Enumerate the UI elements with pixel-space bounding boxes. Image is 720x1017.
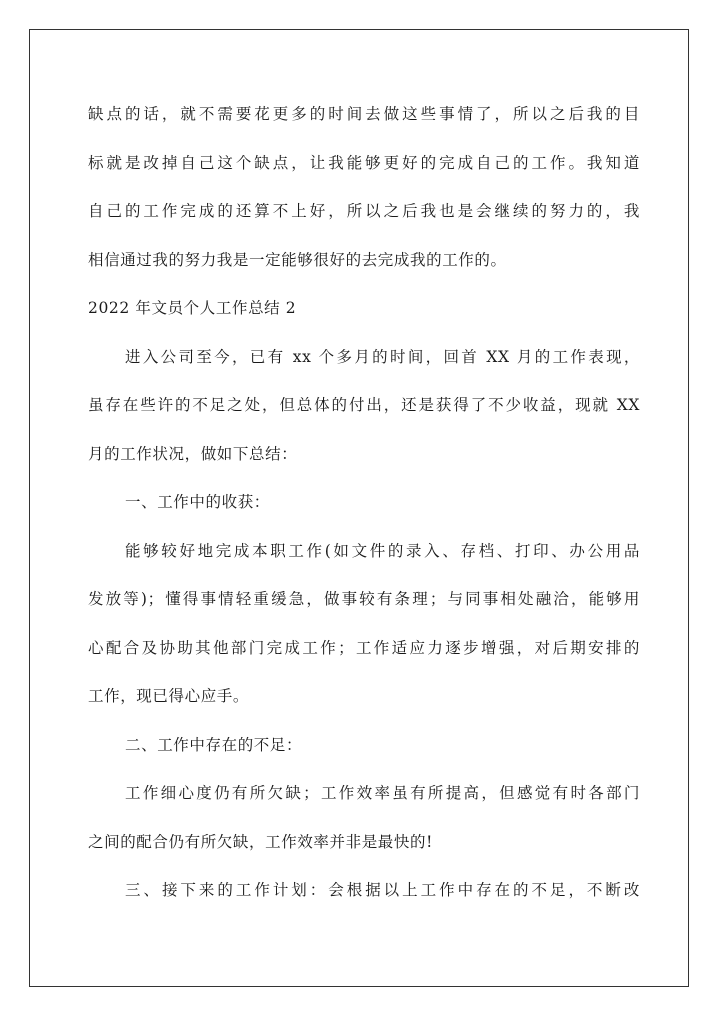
paragraph-line: 工作细心度仍有所欠缺；工作效率虽有所提高，但感觉有时各部门 (125, 784, 640, 802)
subsection-heading: 一、工作中的收获： (125, 493, 270, 511)
subsection-heading: 二、工作中存在的不足： (125, 735, 303, 754)
paragraph-line: 虽存在些许的不足之处，但总体的付出，还是获得了不少收益，现就 XX (88, 396, 640, 414)
section-heading: 2022 年文员个人工作总结 2 (88, 299, 297, 317)
paragraph-line: 自己的工作完成的还算不上好，所以之后我也是会继续的努力的，我 (88, 202, 640, 220)
paragraph-line: 心配合及协助其他部门完成工作；工作适应力逐步增强，对后期安排的 (88, 638, 640, 657)
paragraph-line: 发放等)；懂得事情轻重缓急，做事较有条理；与同事相处融洽，能够用 (88, 590, 640, 608)
paragraph-line: 标就是改掉自己这个缺点，让我能够更好的完成自己的工作。我知道 (88, 153, 640, 172)
paragraph-line: 工作，现已得心应手。 (88, 687, 250, 705)
document-body (88, 90, 640, 915)
paragraph-line: 缺点的话，就不需要花更多的时间去做这些事情了，所以之后我的目 (88, 105, 640, 123)
paragraph-line: 之间的配合仍有所欠缺，工作效率并非是最快的! (88, 832, 433, 851)
paragraph-line: 相信通过我的努力我是一定能够很好的去完成我的工作的。 (88, 250, 507, 269)
paragraph-line: 能够较好地完成本职工作(如文件的录入、存档、打印、办公用品 (125, 541, 640, 560)
paragraph-line: 进入公司至今，已有 xx 个多月的时间，回首 XX 月的工作表现， (125, 347, 640, 366)
subsection-heading: 三、接下来的工作计划：会根据以上工作中存在的不足，不断改 (125, 881, 640, 899)
paragraph-line: 月的工作状况，做如下总结： (88, 444, 298, 463)
